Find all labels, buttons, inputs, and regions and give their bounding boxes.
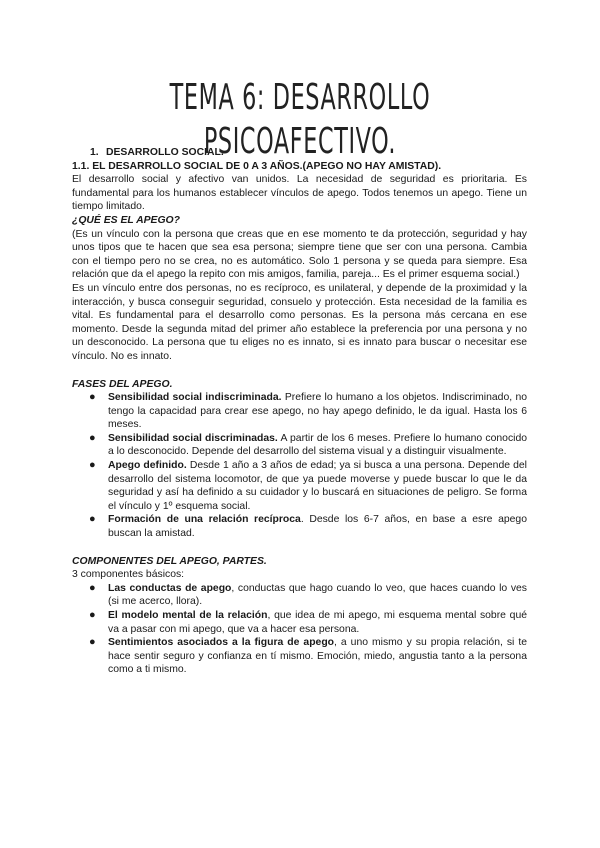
item-term: Formación de una relación recíproca	[108, 514, 301, 526]
list-item	[72, 636, 527, 677]
section-heading-text: DESARROLLO SOCIAL.	[106, 147, 224, 158]
components-list	[72, 582, 527, 677]
subsection-heading: 1.1. EL DESARROLLO SOCIAL DE 0 A 3 AÑOS.(APEGO NO HAY AMISTAD).	[72, 160, 442, 172]
phases-list	[72, 391, 527, 541]
bullet-icon: ●	[89, 391, 96, 404]
components-intro: 3 componentes básicos:	[72, 569, 185, 581]
list-item	[72, 459, 527, 513]
item-term: Sensibilidad social indiscriminada.	[108, 392, 282, 404]
definition-paragraph-1: (Es un vínculo con la persona que creas que en ese momento te da protección, seguridad y hay unos tipos que te hacen que sea esa persona; siempre tiene que ser con una persona. Cambia con el tiempo pero no se crea, no es automático. Solo 1 persona y se queda para siempre. Esa relación que da el apego la repito con mis amigos, familia, pareja... Es el primer esquema social.)	[72, 228, 527, 281]
components-heading: COMPONENTES DEL APEGO, PARTES.	[72, 555, 267, 567]
list-item	[72, 513, 527, 540]
item-term: Apego definido.	[108, 460, 187, 472]
item-term: El modelo mental de la relación	[108, 610, 268, 621]
item-text: . Desde los 6-7 años, en base a esre apego buscan la amistad.	[108, 514, 527, 540]
intro-paragraph: El desarrollo social y afectivo van unidos. La necesidad de seguridad es prioritaria. Es fundamental para los humanos establecer vínculos de apego. Todos tenemos un apego. Tiene un tiempo limitado.	[72, 174, 527, 213]
section-number: 1.	[90, 147, 99, 158]
list-item	[72, 582, 527, 609]
document-body	[72, 146, 527, 677]
item-term: Las conductas de apego	[108, 582, 232, 594]
item-text: A partir de los 6 meses. Prefiere lo humano conocido a lo desconocido. Depende del desarrollo del sistema visual y a distinguir visualmente.	[108, 432, 527, 458]
bullet-icon: ●	[89, 609, 96, 621]
page-title: TEMA 6: DESARROLLO PSICOAFECTIVO.	[169, 77, 431, 162]
item-text: , que idea de mi apego, mi esquema mental sobre qué va a pasar con mi apego, que va a hacer esa persona.	[108, 610, 528, 635]
item-term: Sentimientos asociados a la figura de apego	[108, 637, 335, 649]
section-heading	[72, 146, 527, 160]
bullet-icon: ●	[89, 581, 96, 594]
bullet-icon: ●	[89, 459, 96, 472]
definition-paragraph-2: Es un vínculo entre dos personas, no es recíproco, es unilateral, y depende de la proximidad y la interacción, y busca conseguir seguridad, consuelo y protección. Esta necesidad de la familia es vital. Es fundamental para el desarrollo como personas. Es la persona más cercana en ese momento. Desde la segunda mitad del primer año establece la preferencia por una persona y no un desconocido. La persona que tu eliges no es innato, si es innato para buscar o necesitar ese vínculo. No es innato.	[72, 282, 527, 362]
item-term: Sensibilidad social discriminadas.	[108, 432, 278, 444]
bullet-icon: ●	[89, 513, 96, 526]
list-item	[72, 391, 527, 432]
item-text: Desde 1 año a 3 años de edad; ya si busca a una persona. Depende del desarrollo del sistema locomotor, de que ya puede moverse y puede buscar lo que le da seguridad y así ha definido a su cuidador y lo buscará en situaciones de peligro. Se forma el vínculo y 1º esquema social.	[108, 460, 527, 512]
item-text: Prefiere lo humano a los objetos. Indiscriminado, no tengo la capacidad para crear ese apego, no hay apego definido, le da igual. Hasta los 6 meses.	[108, 392, 527, 431]
item-text: , conductas que hago cuando lo veo, que haces cuando lo ves (si me acerco, llora).	[108, 582, 527, 608]
question-heading: ¿QUÉ ES EL APEGO?	[72, 214, 180, 226]
list-item	[72, 432, 527, 459]
item-text: , a uno mismo y su propia relación, si te hace sentir seguro y confianza en tí mismo. Emoción, miedo, angustia tanto a la persona como a ti mismo.	[108, 637, 528, 676]
bullet-icon: ●	[89, 636, 96, 649]
phases-heading: FASES DEL APEGO.	[72, 378, 173, 390]
list-item	[72, 609, 527, 636]
bullet-icon: ●	[89, 431, 96, 444]
